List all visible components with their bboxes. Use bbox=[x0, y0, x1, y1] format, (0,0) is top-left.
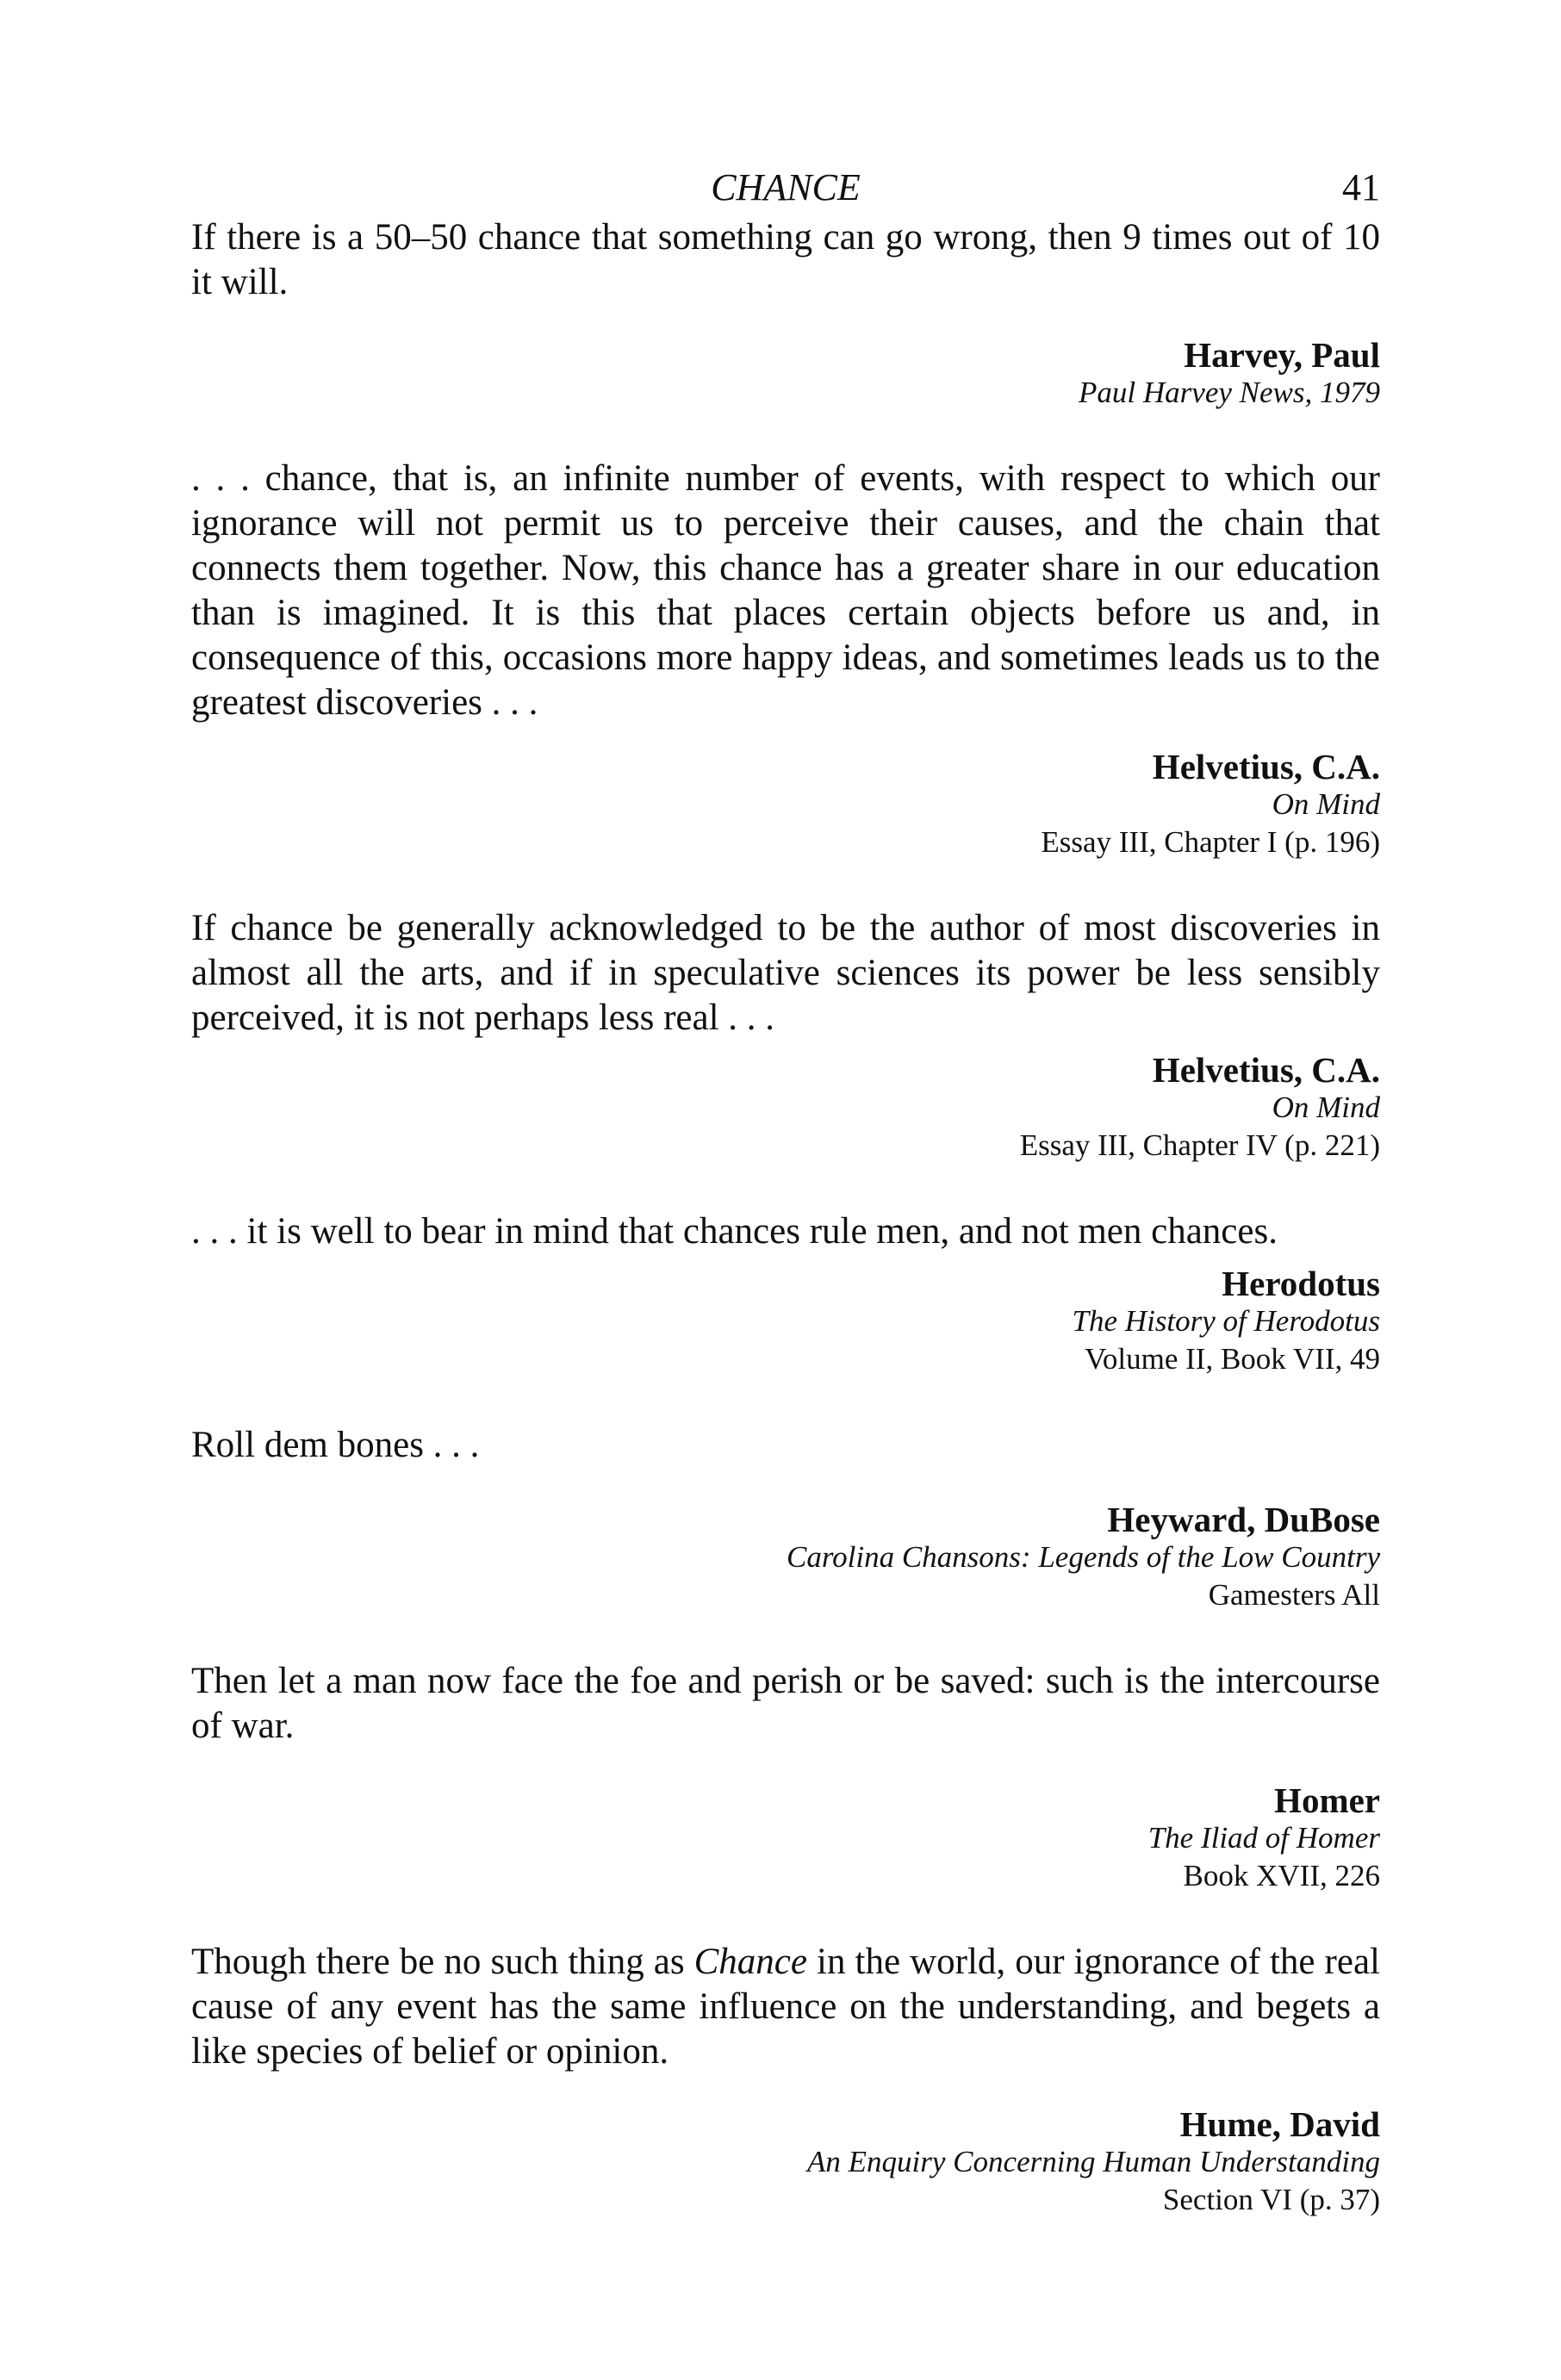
attribution bbox=[191, 2105, 1380, 2219]
quote-text: Roll dem bones . . . bbox=[191, 1425, 480, 1465]
quote-author: Helvetius, C.A. bbox=[1152, 1050, 1380, 1090]
attribution bbox=[191, 1051, 1380, 1165]
quote-work: The Iliad of Homer bbox=[1147, 1821, 1380, 1855]
quote-entry-herodotus bbox=[191, 1209, 1380, 1378]
attribution bbox=[191, 1781, 1380, 1895]
quote-entry-heyward bbox=[191, 1423, 1380, 1614]
quote-entry-harvey bbox=[191, 215, 1380, 412]
quote-detail: Essay III, Chapter I (p. 196) bbox=[1041, 825, 1380, 859]
quote-text: . . . chance, that is, an infinite number of events, with respect to which our ignorance will not permit us to perceive their causes, and the chain that connects them together. Now, this chance has a greater share in our education than is imagined. It is this that places certain objects before us and, in consequence of this, occasions more happy ideas, and sometimes leads us to the greatest discoveries . . . bbox=[191, 458, 1380, 723]
quote-text-part: Though there be no such thing as bbox=[191, 1942, 694, 1982]
quote-author: Hume, David bbox=[1179, 2104, 1380, 2144]
quote-work: On Mind bbox=[1272, 787, 1380, 821]
running-title: CHANCE bbox=[711, 166, 861, 208]
quote-author: Harvey, Paul bbox=[1184, 335, 1380, 375]
quote-work: Paul Harvey News, 1979 bbox=[1079, 376, 1380, 409]
quote-detail: Section VI (p. 37) bbox=[1162, 2183, 1380, 2216]
quote-work: Carolina Chansons: Legends of the Low Country bbox=[786, 1540, 1380, 1574]
quote-text: Then let a man now face the foe and perish or be saved: such is the intercourse of war. bbox=[191, 1661, 1380, 1746]
quote-text: . . . it is well to bear in mind that chances rule men, and not men chances. bbox=[191, 1211, 1278, 1252]
quote-text: If chance be generally acknowledged to be the author of most discoveries in almost all the arts, and if in speculative sciences its power be less sensibly perceived, it is not perhaps less real . . . bbox=[191, 908, 1380, 1038]
page-number: 41 bbox=[1342, 166, 1380, 208]
quote-entry-homer bbox=[191, 1659, 1380, 1895]
quote-work: On Mind bbox=[1272, 1091, 1380, 1124]
quote-entry-helvetius-2 bbox=[191, 906, 1380, 1165]
quote-entry-helvetius-1 bbox=[191, 457, 1380, 861]
quote-author: Herodotus bbox=[1222, 1264, 1380, 1303]
quote-work: An Enquiry Concerning Human Understanding bbox=[807, 2145, 1380, 2178]
quote-text-part: in the world, our ignorance of the real cause of any event has the same influence on the understanding, and begets a like species of belief or opinion. bbox=[191, 1942, 1380, 2072]
page-header bbox=[191, 160, 1380, 215]
attribution bbox=[191, 1501, 1380, 1614]
attribution bbox=[191, 748, 1380, 861]
book-page bbox=[191, 160, 1380, 2219]
quote-detail: Volume II, Book VII, 49 bbox=[1085, 1342, 1380, 1376]
quote-author: Homer bbox=[1274, 1780, 1380, 1820]
quote-text bbox=[191, 1940, 1380, 2074]
attribution bbox=[191, 336, 1380, 412]
quote-entry-hume bbox=[191, 1940, 1380, 2219]
attribution bbox=[191, 1265, 1380, 1378]
quote-detail: Book XVII, 226 bbox=[1183, 1859, 1380, 1892]
quote-author: Heyward, DuBose bbox=[1107, 1500, 1380, 1539]
quote-detail: Essay III, Chapter IV (p. 221) bbox=[1019, 1128, 1380, 1162]
quote-work: The History of Herodotus bbox=[1072, 1304, 1380, 1338]
quote-text-emphasis: Chance bbox=[693, 1942, 807, 1982]
quote-text: If there is a 50–50 chance that something can go wrong, then 9 times out of 10 it will. bbox=[191, 217, 1380, 302]
quote-detail: Gamesters All bbox=[1208, 1578, 1380, 1612]
quote-author: Helvetius, C.A. bbox=[1152, 747, 1380, 786]
